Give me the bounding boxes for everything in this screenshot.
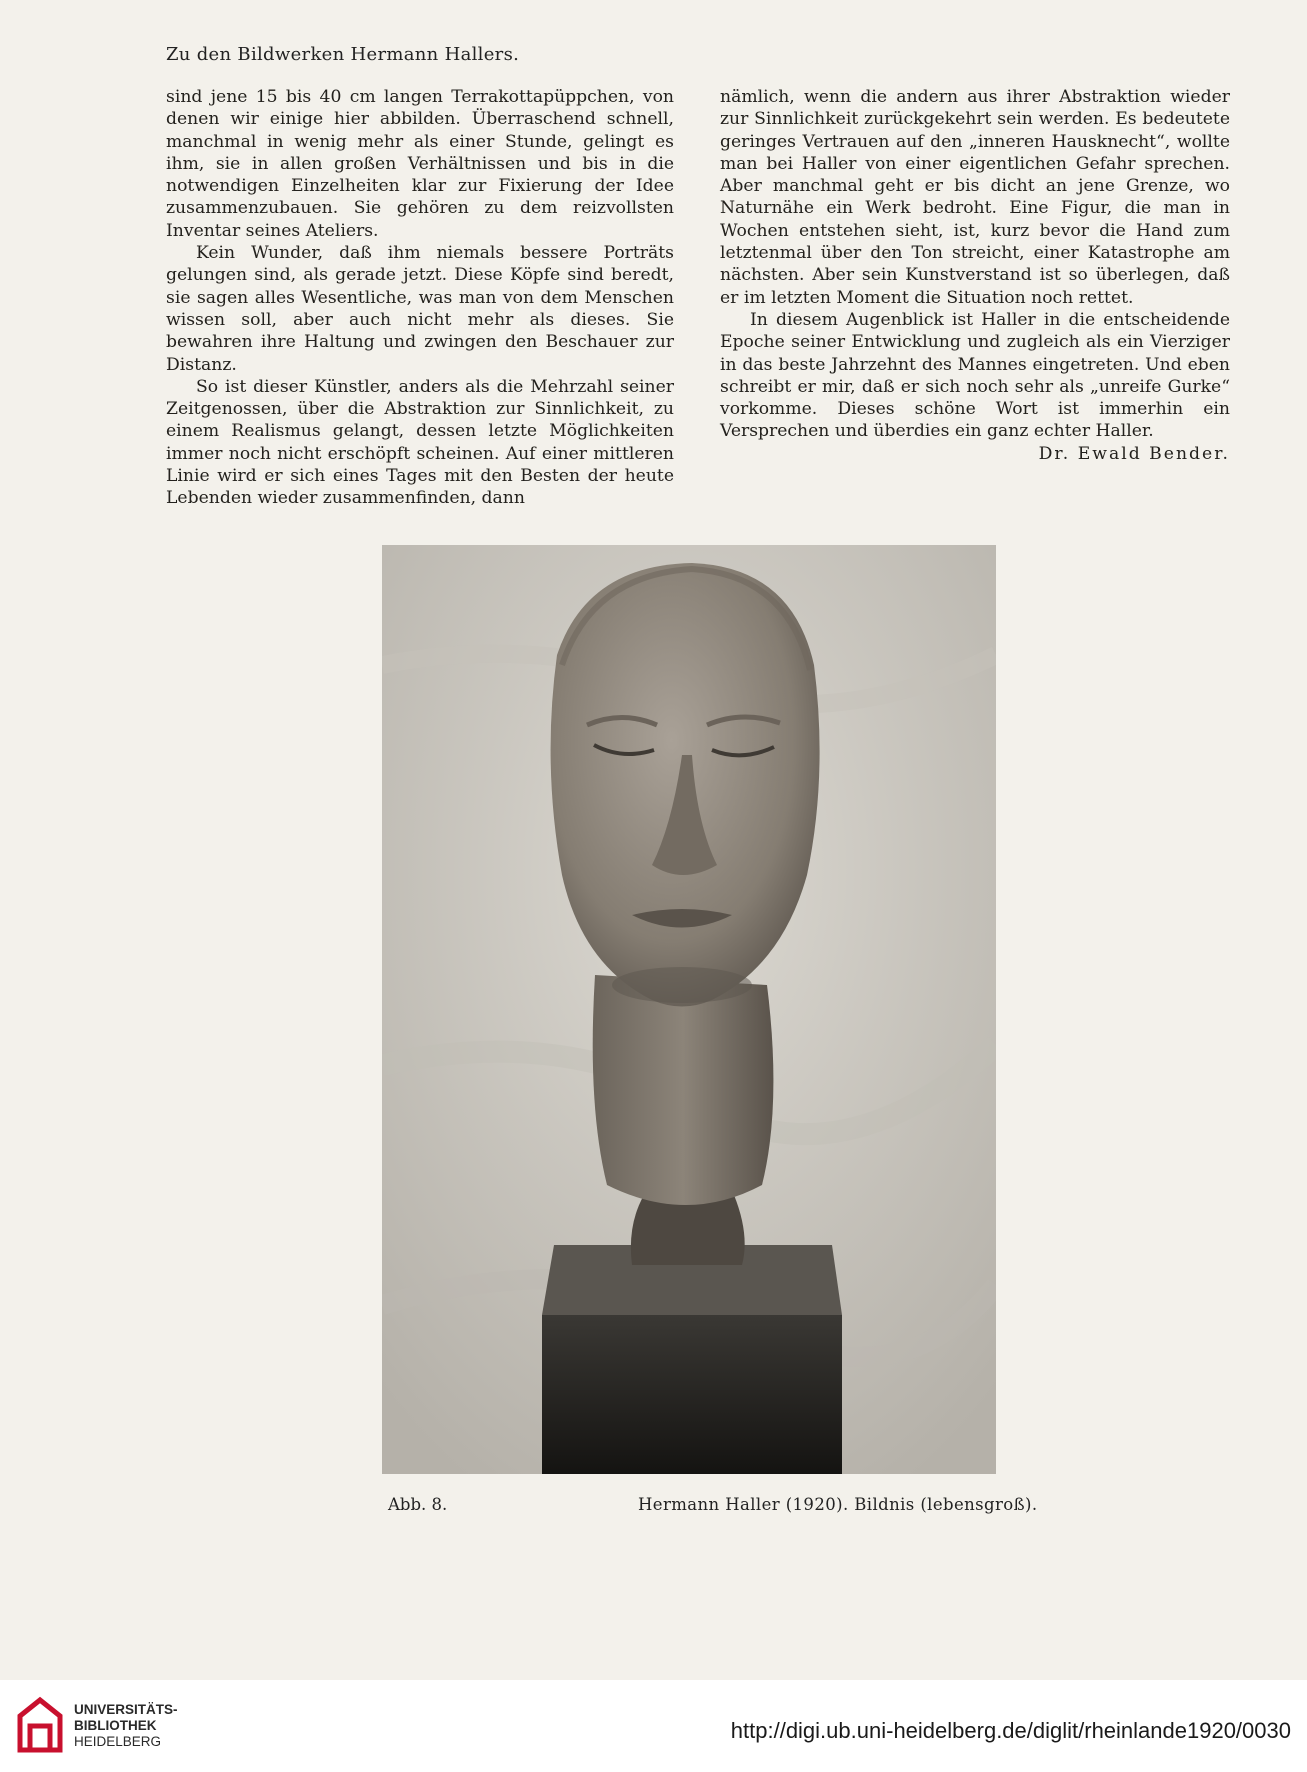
bust-illustration — [382, 545, 996, 1474]
paragraph: In diesem Augenblick ist Haller in die entscheidende Epoche seiner Entwicklung und zugleich als ein Vierziger in das beste Jahrzehnt des Mannes eingetreten. Und eben schreibt er mir, daß er sich noch sehr als „unreife Gurke“ vorkomme. Dieses schöne Wort ist immerhin ein Versprechen und überdies ein ganz echter Haller. — [720, 309, 1230, 442]
digitization-footer — [0, 1680, 1307, 1772]
paragraph: So ist dieser Künstler, anders als die Mehrzahl seiner Zeitgenossen, über die Abstraktion zur Sinnlichkeit, zu einem Realismus gelangt, dessen letzte Möglichkeiten immer noch nicht erschöpft scheinen. Auf einer mittleren Linie wird er sich eines Tages mit den Besten der heute Lebenden wieder zusammenfinden, dann — [166, 376, 674, 509]
paragraph: nämlich, wenn die andern aus ihrer Abstraktion wieder zur Sinnlichkeit zurückgekehrt sein werden. Es bedeutete geringes Vertrauen auf den „inneren Hausknecht“, wollte man bei Haller von einer eigentlichen Gefahr sprechen. Aber manchmal geht er bis dicht an jene Grenze, wo Naturnähe ein Werk bedroht. Eine Figur, die man in Wochen entstehen sieht, ist, kurz bevor die Hand zum letztenmal über den Ton streicht, einer Katastrophe am nächsten. Aber sein Kunstverstand ist so überlegen, daß er im letzten Moment die Situation noch rettet. — [720, 87, 1230, 308]
figure-number: Abb. 8. — [388, 1495, 448, 1514]
left-column — [166, 86, 674, 510]
library-logo-icon — [16, 1696, 64, 1754]
library-name — [74, 1702, 178, 1750]
right-column — [720, 86, 1230, 465]
figure-caption: Hermann Haller (1920). Bildnis (lebensgroß). — [638, 1495, 1038, 1514]
paragraph: sind jene 15 bis 40 cm langen Terrakottapüppchen, von denen wir einige hier abbilden. Überraschend schnell, manchmal in wenig mehr als einer Stunde, gelingt es ihm, sie in allen großen Verhältnissen und bis in die notwendigen Einzelheiten klar zur Fixierung der Idee zusammenzubauen. Sie gehören zu dem reizvollsten Inventar seines Ateliers. — [166, 87, 674, 241]
paragraph: Kein Wunder, daß ihm niemals bessere Porträts gelungen sind, als gerade jetzt. Diese Köpfe sind beredt, sie sagen alles Wesentliche, was man von dem Menschen wissen soll, aber auch nicht mehr als dieses. Sie bewahren ihre Haltung und zwingen den Beschauer zur Distanz. — [166, 243, 674, 375]
library-name-line: HEIDELBERG — [74, 1734, 162, 1749]
sculpture-photograph — [382, 545, 996, 1474]
running-head: Zu den Bildwerken Hermann Hallers. — [166, 44, 520, 65]
library-name-line: UNIVERSITÄTS- — [74, 1702, 178, 1717]
author-signature: Dr. Ewald Bender. — [1038, 443, 1230, 464]
permalink-url[interactable]: http://digi.ub.uni-heidelberg.de/diglit/rheinlande1920/0030 — [730, 1718, 1291, 1743]
library-name-line: BIBLIOTHEK — [74, 1718, 157, 1733]
